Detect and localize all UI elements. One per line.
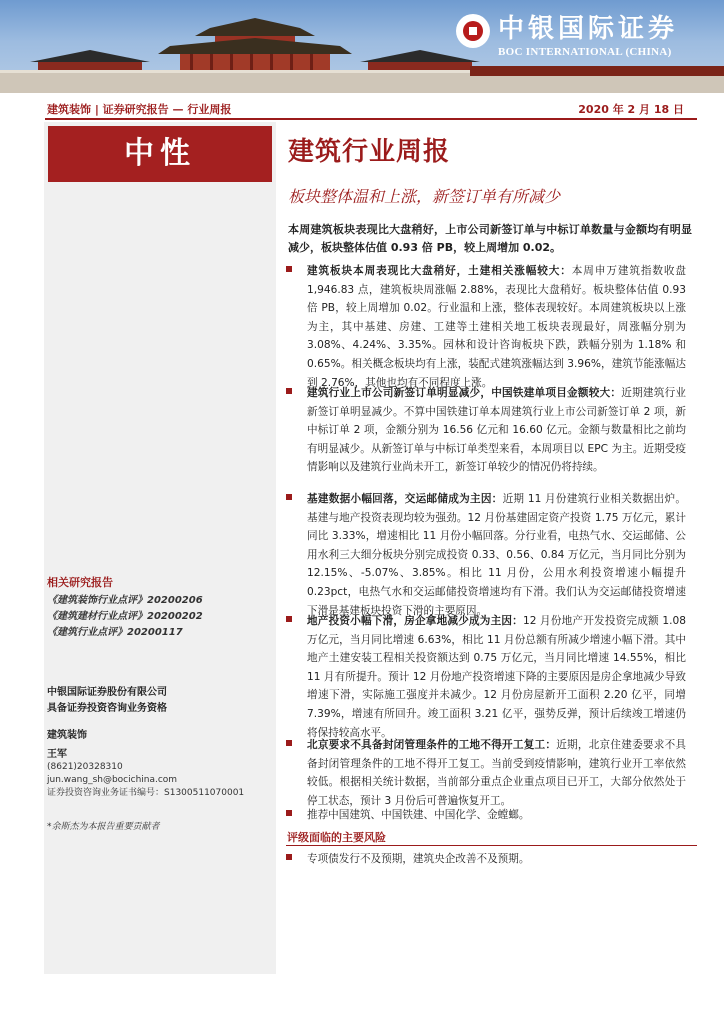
bullet-lead: 北京要求不具备封闭管理条件的工地不得开工复工：: [307, 739, 557, 751]
related-reports-title: 相关研究报告: [47, 576, 113, 589]
page-subtitle: 板块整体温和上涨，新签订单有所减少: [288, 187, 561, 206]
related-report-item[interactable]: 《建筑建材行业点评》20200202: [47, 611, 203, 622]
list-item: [286, 850, 686, 869]
list-item: [286, 736, 686, 810]
boc-logo-icon: [456, 14, 490, 48]
bullet-lead: 地产投资小幅下滑，房企拿地减少成为主因：: [307, 615, 523, 627]
list-item: [286, 490, 686, 620]
bullet-square-icon: [286, 854, 292, 860]
risk-text: 专项债发行不及预期，建筑央企改善不及预期。: [307, 853, 530, 865]
bullet-text: 12 月份地产开发投资完成额 1.08 万亿元，当月同比增速 6.63%，相比 11 月份总额有所减少增速小幅下滑。其中地产土建安装工程相关投资额达到 0.75 万亿元，当月同比增速 14.55%，相比 11 月有所提升。预计 12 月份地产投资增速下降的主要原因是房企拿地减少导致增速下滑，实际施工强度并未减少。12 月份房屋新开工面积 2.20 亿平，同增 7.39%，增速有所回升。竣工面积 3.21 亿平，强势反弹，预计后续竣工增速仍将保持较高水平。: [307, 615, 686, 739]
bullet-lead: 建筑行业上市公司新签订单明显减少，中国铁建单项目金额较大：: [307, 387, 622, 399]
analyst-contact: [47, 761, 244, 800]
company-qualification: 具备证券投资咨询业务资格: [47, 703, 167, 714]
list-item: [286, 806, 686, 825]
related-reports-list: [47, 593, 203, 641]
rating-badge: 中性: [48, 126, 272, 182]
breadcrumb: 建筑装饰 | 证券研究报告 — 行业周报: [47, 103, 232, 116]
bullet-text: 近期 11 月份建筑行业相关数据出炉。基建与地产投资表现均较为强劲。12 月份基建固定资产投资 1.75 万亿元，累计同比 3.33%，增速相比 11 月份小幅回落。分行业看，电热气水、交运邮储、公用水利三大细分板块分别完成投资 0.33、0.56、0.84 万亿元，当月同比分别为 12.15%、-5.07%、3.85%。相比 11 月份，公用水利投资增速小幅提升 0.23pct，电热气水和交运邮储投资增速均有下滑。我们认为交运邮储投资增速下滑是基建板块投资下滑的主要原因。: [307, 493, 687, 617]
analyst-email[interactable]: jun.wang_sh@bocichina.com: [47, 775, 178, 785]
risk-divider: [286, 845, 697, 846]
related-report-item[interactable]: 《建筑装饰行业点评》20200206: [47, 595, 203, 606]
bullet-lead: 建筑板块本周表现比大盘稍好，土建相关涨幅较大：: [307, 265, 572, 277]
analyst-phone: (8621)20328310: [47, 762, 123, 772]
bullet-text: 近期建筑行业新签订单明显减少。不算中国铁建订单本周建筑行业上市公司新签订单 2 项，新中标订单 2 项，金额分别为 16.56 亿元和 16.60 亿元。金额与数量相比之前均有明显减少。从新签订单与中标订单类型来看，本周项目以 EPC 为主。近期受疫情影响以及建筑行业尚未开工，新签订单较少的情况仍将持续。: [307, 387, 687, 474]
risk-section-title: 评级面临的主要风险: [287, 831, 386, 844]
department: 建筑装饰: [47, 730, 87, 741]
header-banner: [0, 0, 724, 93]
bullet-text: 近期，北京住建委要求不具备封闭管理条件的工地不得开工复工。当前受到疫情影响，建筑行业开工率依然较低。根据相关统计数据，当前部分重点企业重点项目已开工，大部分依然处于停工状态，预计 3 月份后可普遍恢复开工。: [307, 739, 687, 807]
brand-name-en: BOC INTERNATIONAL (CHINA): [498, 46, 672, 58]
bullet-square-icon: [286, 266, 292, 272]
bullet-text: 本周申万建筑指数收盘 1,946.83 点，建筑板块周涨幅 2.88%，表现比大盘稍好。板块整体估值 0.93 倍 PB，较上周增加 0.02。行业温和上涨，整体表现较好。本周建筑板块以上涨为主，其中基建、房建、工建等土建相关地工板块表现最好，周涨幅分别为 3.08%、4.24%、3.35%。园林和设计咨询板块下跌，跌幅分别为 1.18% 和 0.65%。相关概念板块均有上涨，装配式建筑涨幅达到 3.96%，建筑节能涨幅达到 2.76%，其他也均有不同程度上涨。: [307, 265, 687, 389]
header-divider: [45, 118, 697, 120]
brand-name-cn: 中银国际证券: [498, 14, 679, 44]
company-name: 中银国际证券股份有限公司: [47, 687, 167, 698]
summary-paragraph: 本周建筑板块表现比大盘稍好，上市公司新签订单与中标订单数量与金额均有明显减少，板块整体估值 0.93 倍 PB，较上周增加 0.02。: [288, 223, 692, 254]
bullet-square-icon: [286, 810, 292, 816]
report-date: 2020 年 2 月 18 日: [578, 103, 684, 116]
bullet-square-icon: [286, 494, 292, 500]
list-item: [286, 384, 686, 477]
bullet-square-icon: [286, 616, 292, 622]
bullet-text: 推荐中国建筑、中国铁建、中国化学、金螳螂。: [307, 809, 530, 821]
analyst-license: 证券投资咨询业务证书编号：S1300511070001: [47, 788, 245, 798]
contributor-note: *余斯杰为本报告重要贡献者: [47, 822, 160, 832]
list-item: [286, 612, 686, 742]
page-title: 建筑行业周报: [288, 137, 451, 167]
brand-logo: [456, 14, 678, 58]
analyst-name: 王军: [47, 749, 67, 760]
list-item: [286, 262, 686, 392]
bullet-square-icon: [286, 740, 292, 746]
bullet-square-icon: [286, 388, 292, 394]
related-report-item[interactable]: 《建筑行业点评》20200117: [47, 627, 183, 638]
company-block: [47, 685, 167, 717]
bullet-lead: 基建数据小幅回落，交运邮储成为主因：: [307, 493, 503, 505]
sidebar-panel: [44, 122, 276, 974]
